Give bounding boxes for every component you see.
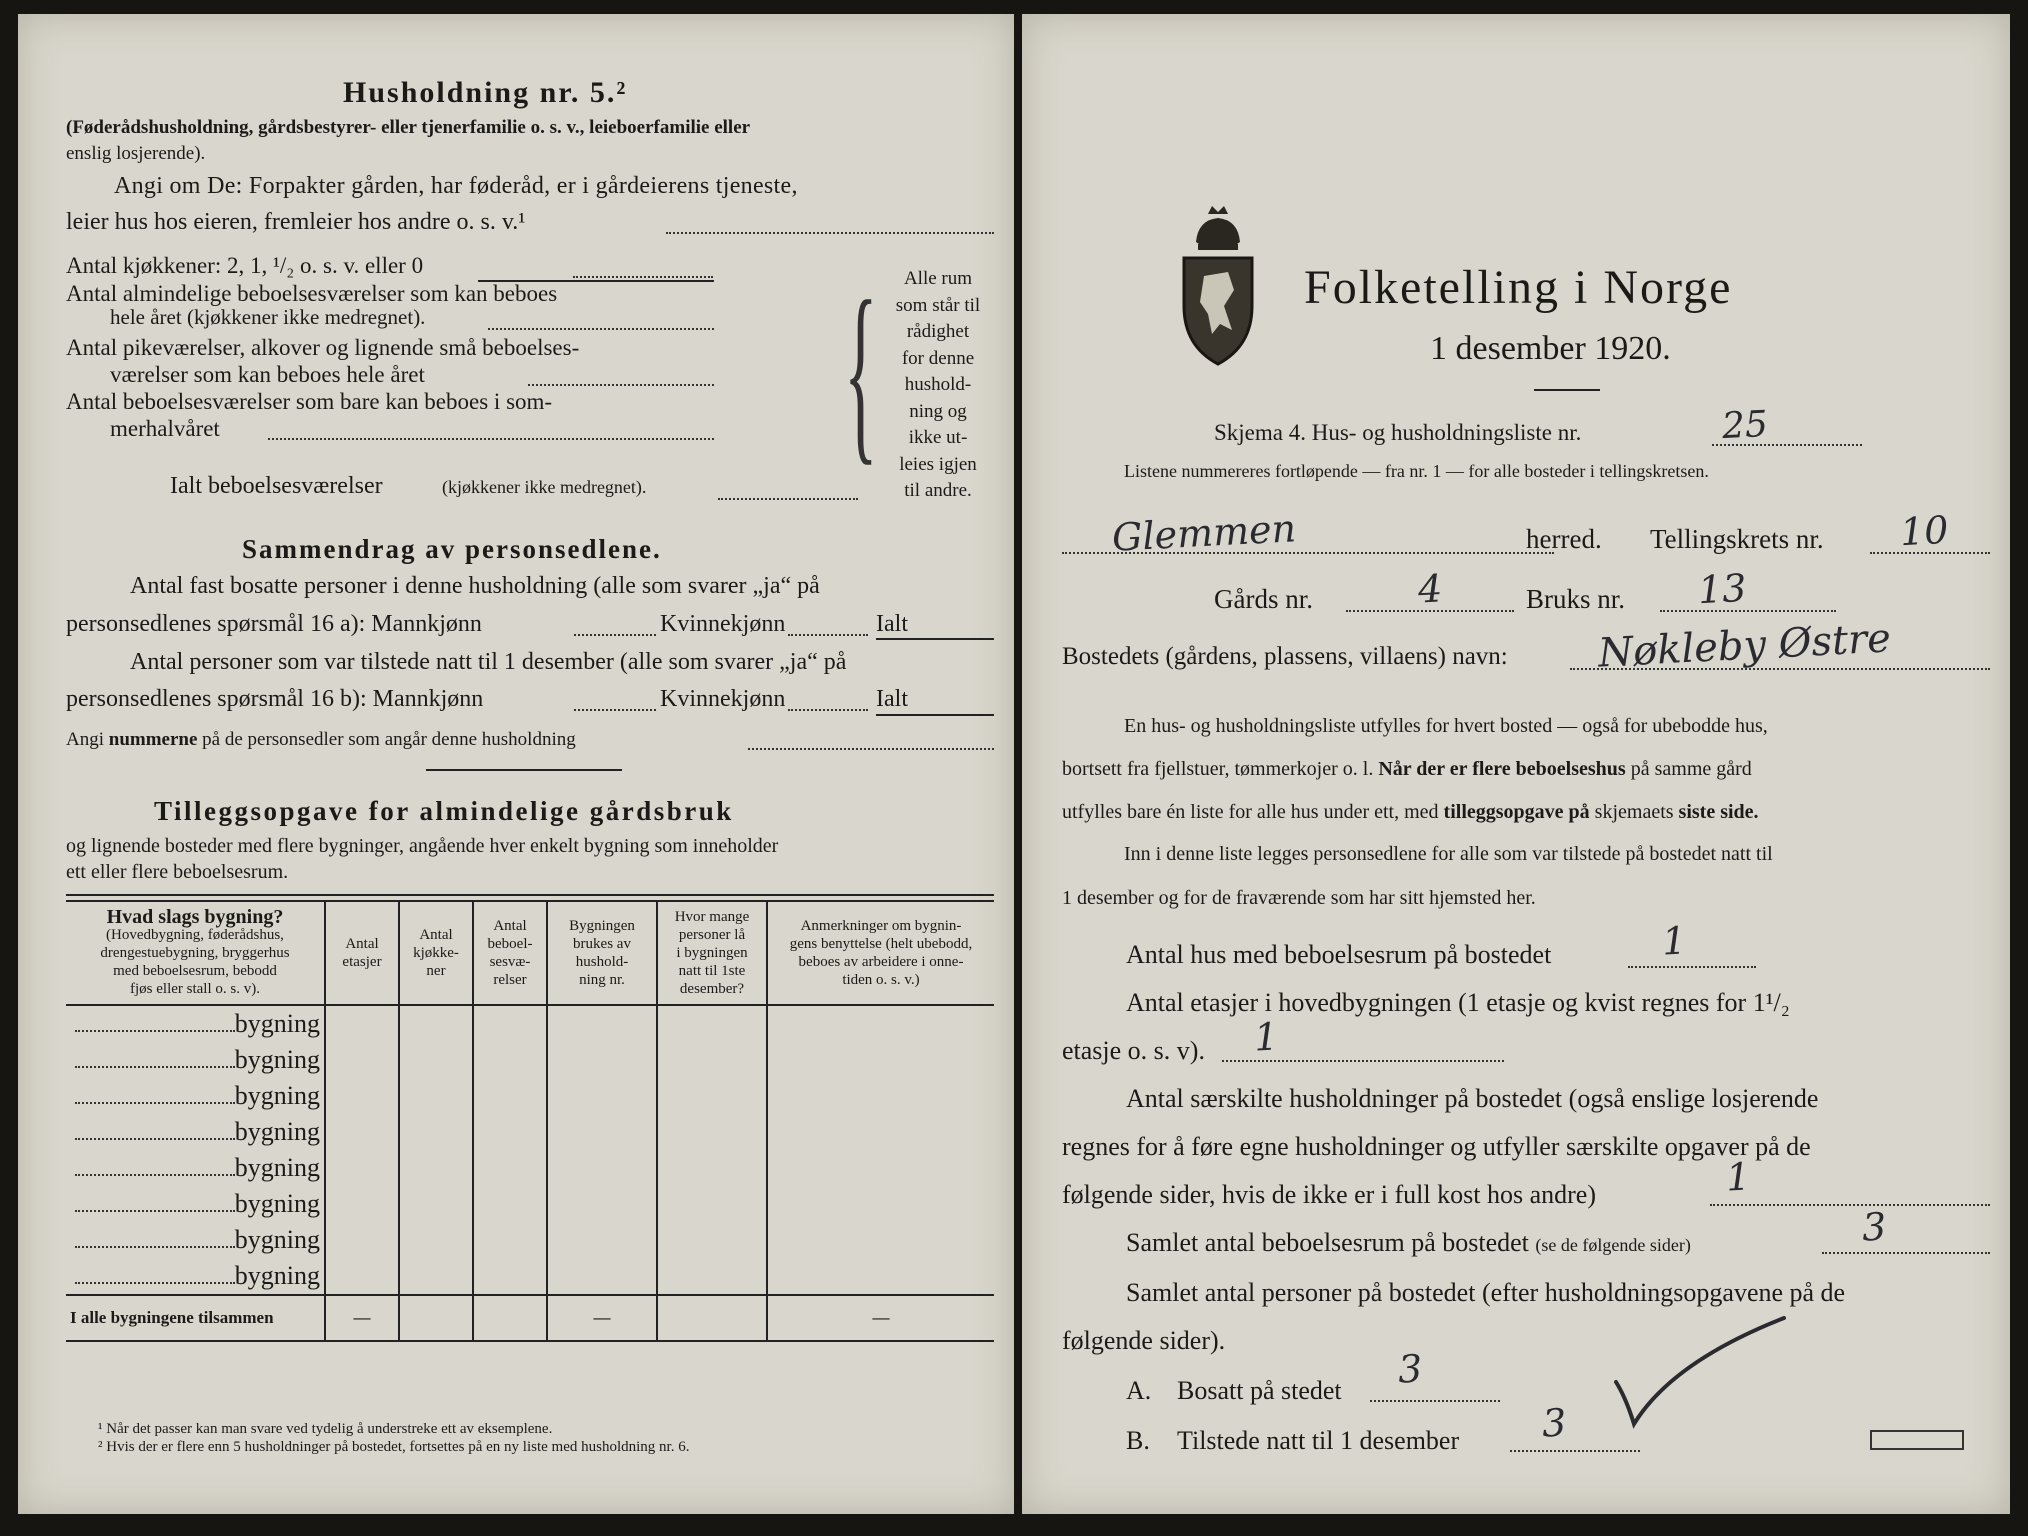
bruks-field[interactable]: [1660, 610, 1836, 612]
table-top-rule-1: [66, 894, 994, 896]
angi-line-2: leier hus hos eieren, fremleier hos andre o. s. v.¹: [66, 209, 526, 235]
table-row[interactable]: bygning: [66, 1078, 994, 1114]
kjokkener-label: Antal kjøkkener: 2, 1, ¹/₂ o. s. v. eller 0: [66, 253, 424, 278]
fast-ialt-field[interactable]: [876, 638, 994, 640]
etasjer-line-1: Antal etasjer i hovedbygningen (1 etasje og kvist regnes for 1¹/₂: [1126, 988, 1790, 1017]
tilstede-kvinne-field[interactable]: [788, 709, 868, 711]
tilstede-line-1: Antal personer som var tilstede natt til 1 desember (alle som svarer „ja“ på: [130, 649, 847, 675]
tilstede-kvinne-label: Kvinnekjønn: [660, 686, 786, 712]
saerskilte-line-2: regnes for å føre egne husholdninger og utfyller særskilte opgaver på de: [1062, 1132, 1811, 1161]
fast-kvinne-label: Kvinnekjønn: [660, 611, 786, 637]
bruks-value: 13: [1696, 565, 1748, 613]
fast-ialt-label: Ialt: [876, 611, 908, 637]
check-mark-icon: [1612, 1312, 1792, 1432]
samlet-rum-value: 3: [1860, 1204, 1888, 1250]
alm-field[interactable]: [488, 328, 714, 330]
title-rule: [1534, 389, 1600, 391]
skjema-label: Skjema 4. Hus- og husholdningsliste nr.: [1214, 420, 1582, 445]
samlet-pers-line-1: Samlet antal personer på bostedet (efter husholdningsopgavene på de: [1126, 1278, 1846, 1307]
fast-mann-field[interactable]: [574, 634, 656, 636]
alm-line-1: Antal almindelige beboelsesværelser som kan beboes: [66, 281, 558, 306]
pike-line-1: Antal pikeværelser, alkover og lignende små beboelses-: [66, 335, 580, 360]
sammendrag-title: Sammendrag av personsedlene.: [242, 534, 662, 564]
table-row[interactable]: bygning: [66, 1005, 994, 1042]
col-beboelsesvaerelser: Antal beboel- sesvæ- relser: [473, 901, 547, 1005]
angi-line-1: Angi om De: Forpakter gården, har føderåd, er i gårdeierens tjeneste,: [114, 173, 798, 199]
hus-label: Antal hus med beboelsesrum på bostedet: [1126, 940, 1552, 969]
sommer-field[interactable]: [268, 438, 714, 440]
right-page: [1022, 14, 2010, 1514]
table-row[interactable]: bygning: [66, 1222, 994, 1258]
tillegg-line-1: og lignende bosteder med flere bygninger, angående hver enkelt bygning som inneholder: [66, 835, 779, 857]
alm-line-2: hele året (kjøkkener ikke medregnet).: [110, 305, 426, 329]
fast-line-2: personsedlenes spørsmål 16 a): Mannkjønn: [66, 611, 482, 637]
tillegg-title: Tilleggsopgave for almindelige gårdsbruk: [154, 796, 734, 826]
side-note: Alle rum som står til rådighet for denne hushold- ning og ikke ut- leies igjen til andre.: [895, 268, 981, 501]
samlet-rum-label: Samlet antal beboelsesrum på bostedet (se de følgende sider): [1126, 1228, 1691, 1257]
tilstede-line-2: personsedlenes spørsmål 16 b): Mannkjønn: [66, 686, 484, 712]
bostedets-label: Bostedets (gårdens, plassens, villaens) navn:: [1062, 643, 1508, 670]
a-field[interactable]: [1370, 1400, 1500, 1402]
col-anmerkninger: Anmerkninger om bygnin- gens benyttelse (helt ubebodd, beboes av arbeidere i onne- tiden o. s. v.): [767, 901, 994, 1005]
fast-line-1: Antal fast bosatte personer i denne husholdning (alle som svarer „ja“ på: [130, 573, 820, 599]
tellingskrets-label: Tellingskrets nr.: [1650, 524, 1824, 554]
gards-value: 4: [1416, 566, 1444, 612]
folketelling-title: Folketelling i Norge: [1304, 261, 1733, 314]
sommer-line-2: merhalvåret: [110, 416, 220, 441]
saerskilte-line-1: Antal særskilte husholdninger på bostedet (også enslige losjerende: [1126, 1084, 1819, 1113]
col-personer: Hvor mange personer lå i bygningen natt til 1ste desember?: [657, 901, 767, 1005]
pike-line-2: værelser som kan beboes hele året: [110, 362, 425, 387]
angi-answer-line[interactable]: [666, 232, 994, 234]
ialt-label: Ialt beboelsesværelser: [170, 473, 383, 499]
table-row[interactable]: bygning: [66, 1150, 994, 1186]
bostedets-value: Nøkleby Østre: [1596, 615, 1892, 677]
a-text: Bosatt på stedet: [1177, 1376, 1342, 1405]
kjokkener-field[interactable]: [573, 276, 713, 278]
col-husholdning-nr: Bygningen brukes av hushold- ning nr.: [547, 901, 657, 1005]
a-label: A.: [1126, 1376, 1152, 1405]
saerskilte-line-3: følgende sider, hvis de ikke er i full kost hos andre): [1062, 1180, 1596, 1209]
footnote-1: ¹ Når det passer kan man svare ved tydelig å understreke ett av eksemplene.: [98, 1421, 553, 1437]
bruks-label: Bruks nr.: [1526, 584, 1626, 614]
tilstede-mann-field[interactable]: [574, 709, 656, 711]
ialt-field[interactable]: [718, 498, 858, 500]
gards-label: Gårds nr.: [1214, 584, 1313, 614]
b-text: Tilstede natt til 1 desember: [1177, 1426, 1460, 1455]
listene-note: Listene nummereres fortløpende — fra nr. 1 — for alle bosteder i tellingskretsen.: [1124, 461, 1709, 481]
table-row[interactable]: bygning: [66, 1186, 994, 1222]
footnote-2: ² Hvis der er flere enn 5 husholdninger på bostedet, fortsettes på en ny liste med husholdning nr. 6.: [98, 1439, 690, 1455]
table-row[interactable]: bygning: [66, 1114, 994, 1150]
samlet-rum-field[interactable]: [1822, 1252, 1990, 1254]
section-divider: [426, 769, 622, 771]
left-page: [18, 14, 1014, 1514]
tellingskrets-value: 10: [1898, 507, 1950, 555]
tillegg-line-2: ett eller flere beboelsesrum.: [66, 861, 289, 883]
building-table: [66, 900, 994, 1342]
skjema-value: 25: [1720, 403, 1769, 448]
col-etasjer: Antal etasjer: [325, 901, 399, 1005]
col-hvad-slags: Hvad slags bygning? (Hovedbygning, føderådshus, drengestuebygning, bryggerhus med beboelsesrum, bebodd fjøs eller stall o. s. v).: [66, 901, 325, 1005]
printer-stamp: [1870, 1430, 1964, 1450]
hus-field[interactable]: [1628, 966, 1756, 968]
b-field[interactable]: [1510, 1450, 1640, 1452]
fast-kvinne-field[interactable]: [788, 634, 868, 636]
b-value: 3: [1540, 1400, 1568, 1446]
herred-value: Glemmen: [1110, 506, 1298, 560]
husholdning-subtitle-1: (Føderådshusholdning, gårdsbestyrer- eller tjenerfamilie o. s. v., leieboerfamilie eller: [66, 117, 751, 138]
para1-line-1: En hus- og husholdningsliste utfylles for hvert bosted — også for ubebodde hus,: [1124, 715, 1768, 737]
b-label: B.: [1126, 1426, 1150, 1455]
samlet-pers-line-2: følgende sider).: [1062, 1326, 1226, 1355]
etasjer-line-2: etasje o. s. v).: [1062, 1036, 1205, 1065]
saerskilte-field[interactable]: [1710, 1204, 1990, 1206]
folketelling-date: 1 desember 1920.: [1430, 330, 1671, 367]
col-kjokkener: Antal kjøkke- ner: [399, 901, 473, 1005]
saerskilte-value: 1: [1724, 1154, 1752, 1200]
tilstede-ialt-field[interactable]: [876, 714, 994, 716]
para1-line-2: bortsett fra fjellstuer, tømmerkojer o. l. Når der er flere beboelseshus på samme gård: [1062, 758, 1752, 780]
etasjer-field[interactable]: [1222, 1060, 1504, 1062]
table-row[interactable]: bygning: [66, 1258, 994, 1295]
nummerne-field[interactable]: [748, 748, 994, 750]
etasjer-value: 1: [1252, 1014, 1280, 1060]
para1-line-3: utfylles bare én liste for alle hus under ett, med tilleggsopgave på skjemaets siste side.: [1062, 801, 1759, 823]
sommer-line-1: Antal beboelsesværelser som bare kan beboes i som-: [66, 389, 553, 414]
table-sum-row: I alle bygningene tilsammen — — —: [66, 1295, 994, 1341]
para2-line-2: 1 desember og for de fraværende som har sitt hjemsted her.: [1062, 887, 1536, 909]
tilstede-ialt-label: Ialt: [876, 686, 908, 712]
a-value: 3: [1396, 1346, 1424, 1392]
table-row[interactable]: bygning: [66, 1042, 994, 1078]
brace: {: [844, 261, 878, 482]
herred-label: herred.: [1526, 524, 1602, 554]
nummerne-line: Angi nummerne på de personsedler som angår denne husholdning: [66, 729, 576, 750]
husholdning-subtitle-2: enslig losjerende).: [66, 143, 206, 164]
para2-line-1: Inn i denne liste legges personsedlene for alle som var tilstede på bostedet natt til: [1124, 843, 1773, 865]
hus-value: 1: [1660, 918, 1688, 964]
coat-of-arms-icon: [1178, 206, 1258, 366]
ialt-note: (kjøkkener ikke medregnet).: [442, 477, 647, 497]
husholdning-title: Husholdning nr. 5.²: [343, 76, 628, 109]
pike-field[interactable]: [528, 384, 714, 386]
